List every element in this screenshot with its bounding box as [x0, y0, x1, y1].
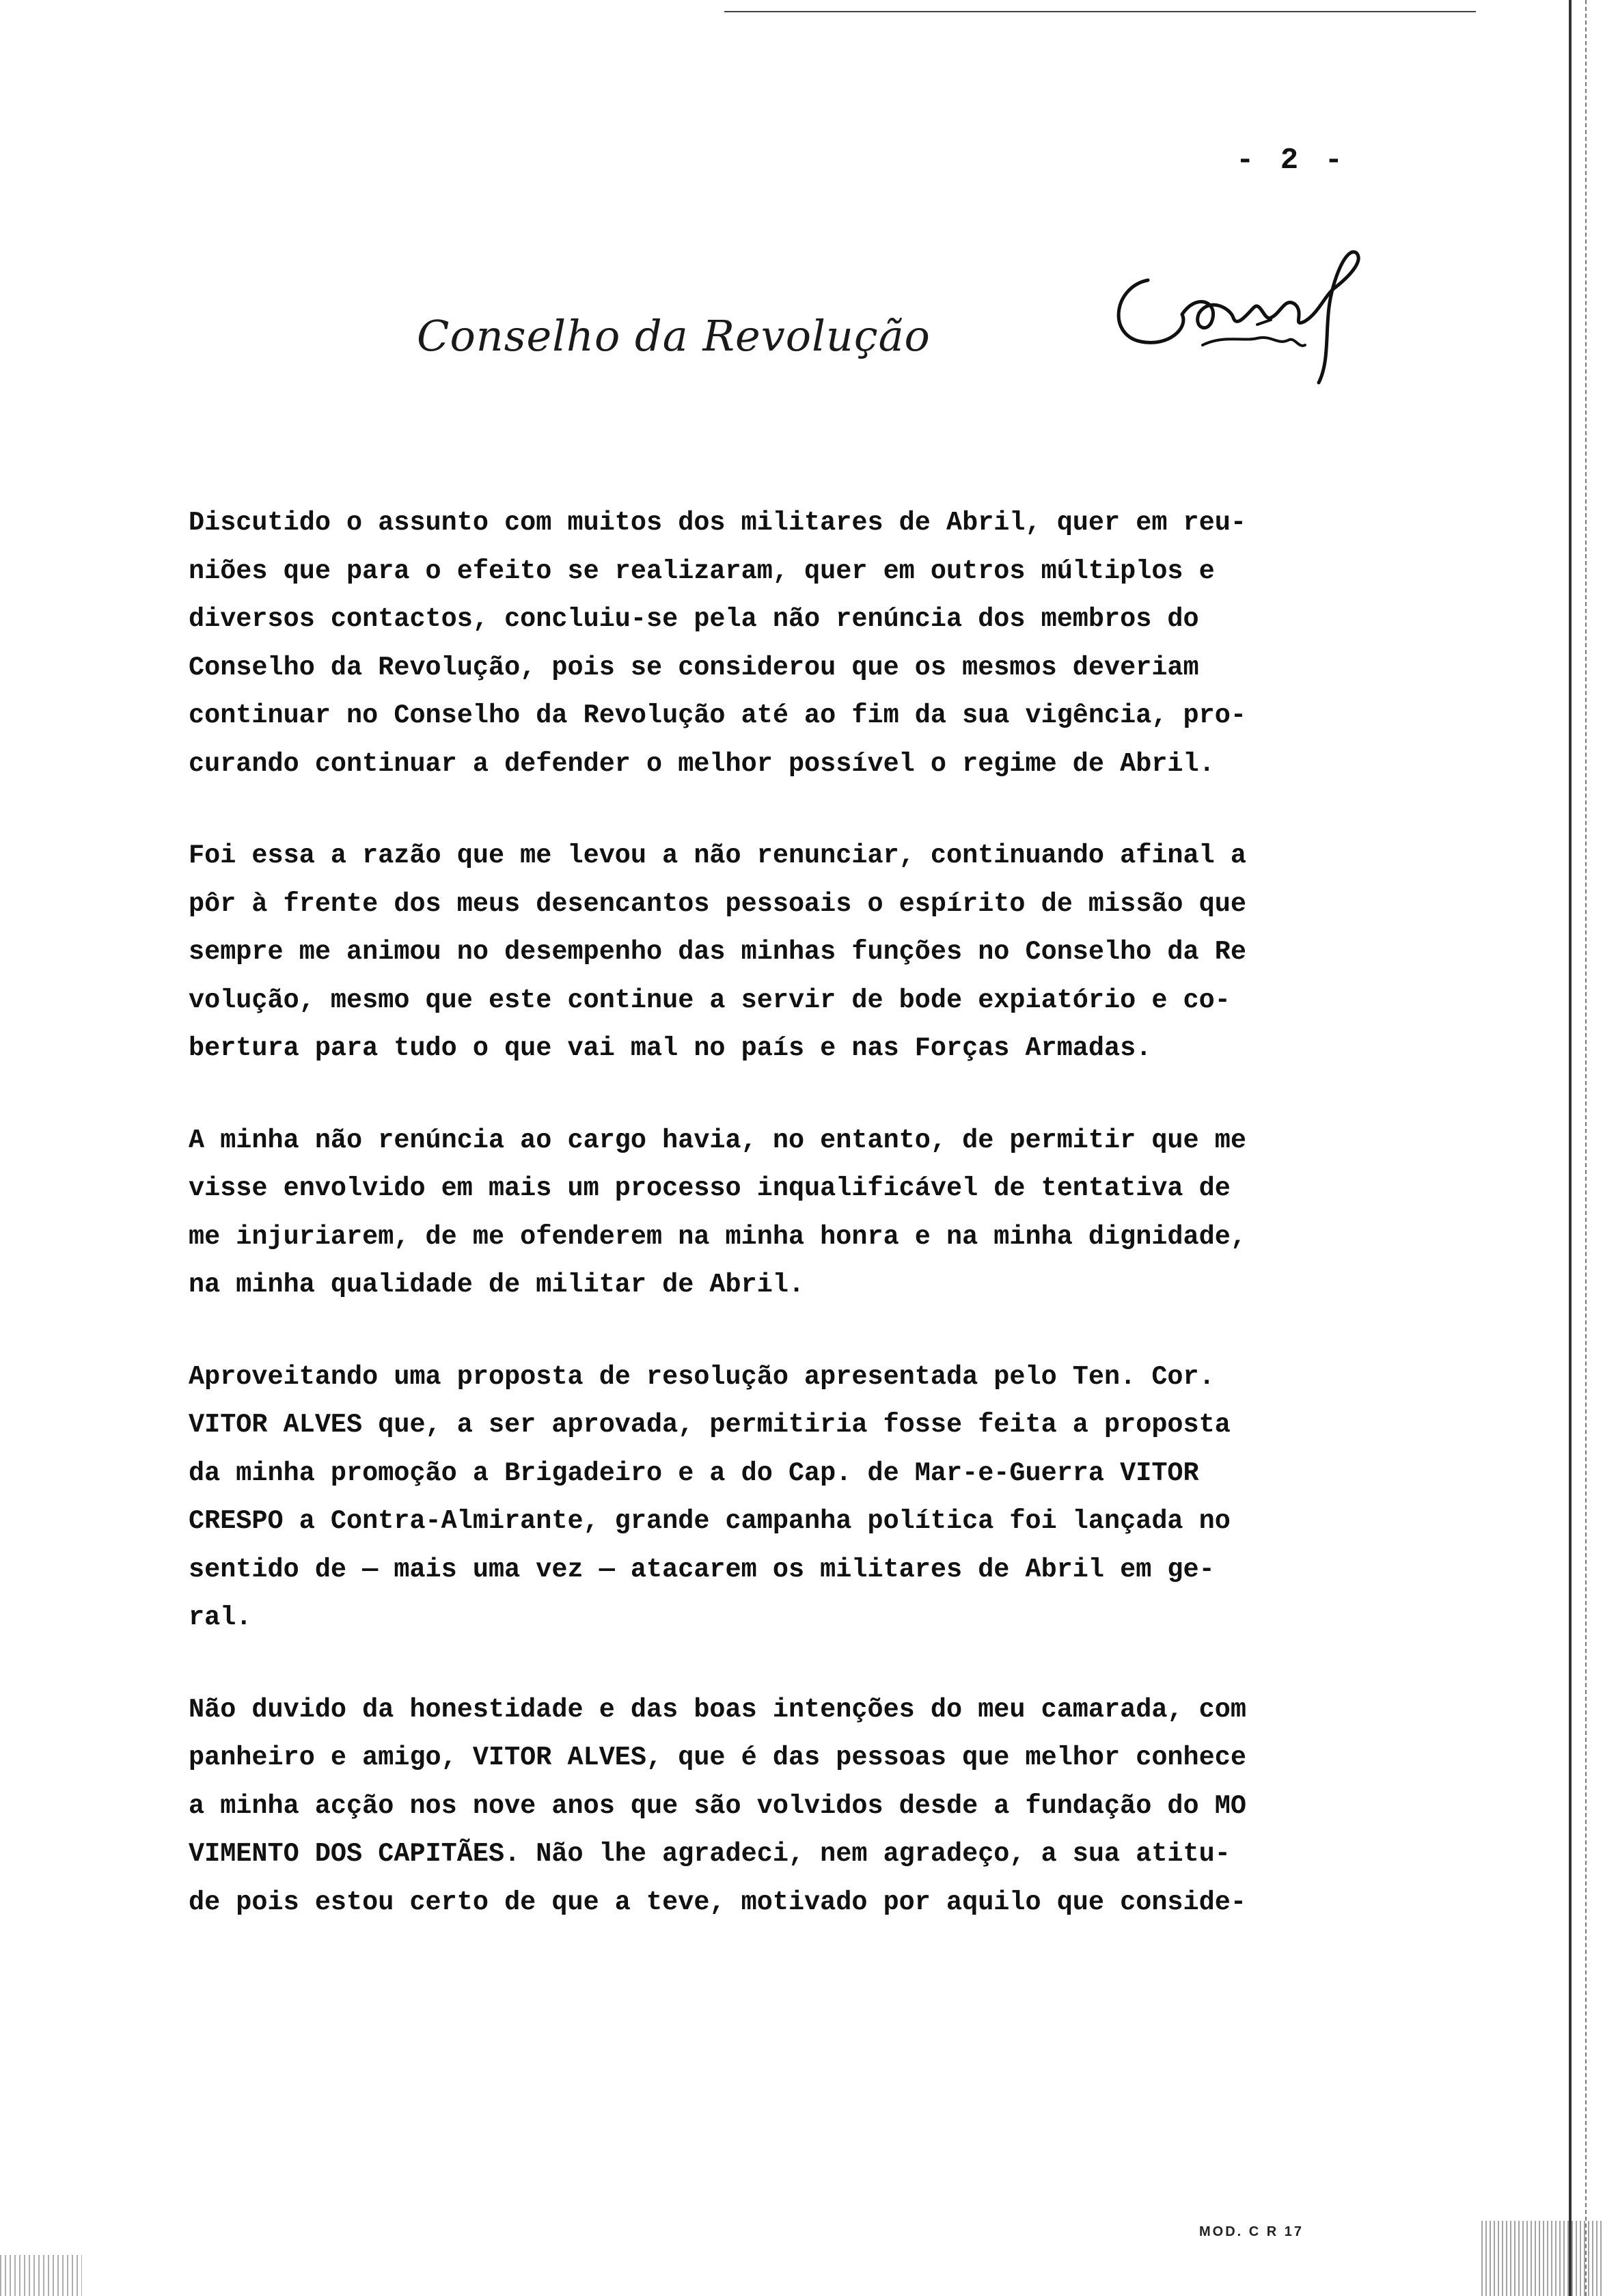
text-line: bertura para tudo o que vai mal no país e nas Forças Armadas. [189, 1033, 1152, 1063]
handwritten-signature [1100, 232, 1380, 390]
scan-edge-line [1585, 0, 1587, 2296]
text-line: volução, mesmo que este continue a servir de bode expiatório e co- [189, 985, 1231, 1015]
text-line: diversos contactos, concluiu-se pela não renúncia dos membros do [189, 604, 1199, 634]
page-number: - 2 - [1235, 144, 1347, 178]
text-line: sentido de — mais uma vez — atacarem os militares de Abril em ge- [189, 1554, 1215, 1585]
scan-artifact [0, 2255, 82, 2296]
text-line: curando continuar a defender o melhor possível o regime de Abril. [189, 748, 1215, 779]
form-code: MOD. C R 17 [1199, 2224, 1304, 2239]
text-line: Aproveitando uma proposta de resolução apresentada pelo Ten. Cor. [189, 1361, 1215, 1392]
text-line: ral. [189, 1602, 252, 1632]
text-line: VIMENTO DOS CAPITÃES. Não lhe agradeci, nem agradeço, a sua atitu- [189, 1839, 1231, 1869]
scan-edge-rule [724, 11, 1476, 12]
text-line: visse envolvido em mais um processo inqualificável de tentativa de [189, 1173, 1231, 1203]
text-line: pôr à frente dos meus desencantos pessoais o espírito de missão que [189, 888, 1246, 919]
text-line: a minha acção nos nove anos que são volvidos desde a fundação do MO [189, 1790, 1246, 1821]
text-line: A minha não renúncia ao cargo havia, no entanto, de permitir que me [189, 1125, 1246, 1156]
text-line: Foi essa a razão que me levou a não renunciar, continuando afinal a [189, 840, 1246, 871]
text-line: Conselho da Revolução, pois se considerou que os mesmos deveriam [189, 652, 1199, 683]
text-line: VITOR ALVES que, a ser aprovada, permitiria fosse feita a proposta [189, 1410, 1231, 1440]
text-line: Não duvido da honestidade e das boas intenções do meu camarada, com [189, 1694, 1246, 1725]
paragraph [189, 499, 1364, 788]
text-line: CRESPO a Contra-Almirante, grande campanha política foi lançada no [189, 1506, 1231, 1536]
text-line: Discutido o assunto com muitos dos militares de Abril, quer em reu- [189, 508, 1246, 538]
letterhead-title: Conselho da Revolução [417, 311, 931, 361]
text-line: niões que para o efeito se realizaram, quer em outros múltiplos e [189, 556, 1215, 586]
paragraph [189, 1686, 1364, 1927]
scan-edge-line [1569, 0, 1572, 2296]
text-line: na minha qualidade de militar de Abril. [189, 1270, 805, 1300]
paragraph [189, 1117, 1364, 1309]
text-line: sempre me animou no desempenho das minhas funções no Conselho da Re [189, 937, 1246, 967]
text-line: continuar no Conselho da Revolução até ao fim da sua vigência, pro- [189, 700, 1246, 730]
text-line: de pois estou certo de que a teve, motivado por aquilo que conside- [189, 1887, 1246, 1917]
text-line: me injuriarem, de me ofenderem na minha honra e na minha dignidade, [189, 1221, 1246, 1252]
paragraph [189, 1353, 1364, 1642]
paragraph [189, 832, 1364, 1073]
text-line: da minha promoção a Brigadeiro e a do Cap. de Mar-e-Guerra VITOR [189, 1458, 1199, 1488]
letter-body [189, 499, 1364, 1970]
scan-artifact [1481, 2221, 1604, 2296]
text-line: panheiro e amigo, VITOR ALVES, que é das pessoas que melhor conhece [189, 1742, 1246, 1773]
